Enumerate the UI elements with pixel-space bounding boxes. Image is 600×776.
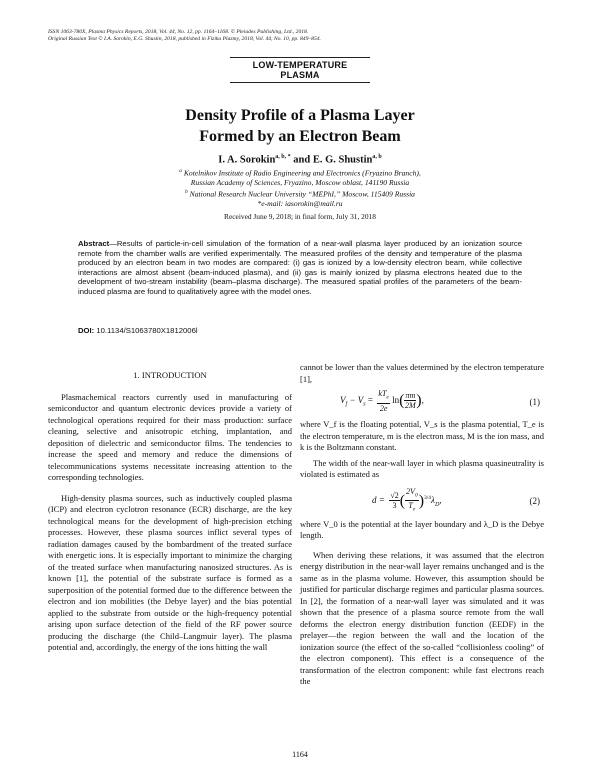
eq2-inner-denominator-sub: e (412, 506, 416, 513)
author-1-affiliation: a, b, * (275, 154, 291, 160)
body-paragraph-eq1-definitions: where V_f is the floating potential, V_s is the plasma potential, T_e is the electron temperature, m is the electron mass, M is the ion mass, and k is the Boltzmann constant. (300, 419, 544, 452)
eq1-denominator: 2e (379, 403, 388, 413)
header-line-2: Original Russian Text © I.A. Sorokin, E.G. Shustin, 2018, published in Fizika Plazmy, 2018, Vol. 44, No. 10, pp. 849–854. (48, 36, 321, 42)
section-label (0, 60, 600, 80)
header-line-1: ISSN 1063-780X, Plasma Physics Reports, 2018, Vol. 44, No. 12, pp. 1164–1168. © Pleiades Publishing, Ltd., 2018. (48, 29, 309, 35)
received-dates: Received June 9, 2018; in final form, July 31, 2018 (224, 212, 376, 221)
eq2-lhs: d = (372, 494, 388, 505)
section-rule-top (230, 57, 370, 58)
abstract (78, 239, 522, 296)
author-2-affiliation: a, b (372, 154, 382, 160)
section-heading-introduction: 1. INTRODUCTION (133, 370, 207, 380)
intro-paragraph-2: High-density plasma sources, such as inductively coupled plasma (ICP) and electron cyclotron resonance (ECR) discharge, are the key technological means for the development of high-precision etching processes. However, these plasma sources inflict several types of radiation damages caused by the bombardment of the treated surface with energetic ions. It is especially important to minimize the charging of the treated surface when manufacturing nanosized structures. As is known [1], the potential of the substrate surface is formed as a superposition of the potential formed due to the difference between the electron and ion mobilities (the Debye layer) and the bias potential applied to the substrate from outside or the high-frequency potential arising upon surface detection of the field of the RF power source producing the discharge (the Child–Langmuir layer). The plasma potential and, accordingly, the energy of the ions hitting the wall (48, 492, 292, 652)
right-column (300, 362, 544, 688)
abstract-label: Abstract (78, 239, 110, 248)
body-paragraph-continued: cannot be lower than the values determined by the electron temperature [1], (300, 362, 544, 384)
eq1-inner-fraction (404, 391, 416, 410)
title-line-1: Density Profile of a Plasma Layer (185, 107, 415, 124)
eq1-vs-sub: s (363, 401, 366, 408)
eq2-numerator: √2 (390, 491, 399, 501)
intro-paragraph-1: Plasmachemical reactors currently used in manufacturing of semiconductor and quantum electronic devices provide a variety of technological operations required for their mass production: surface cleaning, selective and anisotropic etching, implantation, and deposition of dielectric and semiconductor films. The tendencies to increase the speed and memory and reduce the dimensions of telecommunications systems necessitate increasing attention to the corresponding technologies. (48, 391, 292, 482)
affiliation-a-marker: a (179, 168, 182, 174)
eq2-inner-denominator: T (408, 501, 413, 511)
affiliation-a-line-1 (0, 167, 600, 178)
title-line-2: Formed by an Electron Beam (199, 128, 401, 145)
affiliation-b (0, 188, 600, 199)
eq2-inner-numerator: 2V (406, 486, 415, 496)
affiliation-b-marker: b (185, 188, 188, 195)
equation-2-number: (2) (529, 495, 540, 506)
eq1-equals: = (365, 394, 376, 405)
doi-line (78, 326, 198, 335)
equation-2 (300, 487, 544, 517)
author-2: E. G. Shustin (312, 154, 373, 166)
page-number: 1164 (292, 750, 308, 759)
affiliation-b-text: National Research Nuclear University “MEPhI,” Moscow, 115409 Russia (189, 189, 415, 199)
affiliation-a-line-2: Russian Academy of Sciences, Fryazino, Moscow oblast, 141190 Russia (190, 178, 410, 188)
doi-label: DOI: (78, 326, 95, 335)
eq2-fraction (389, 491, 399, 510)
eq1-fraction (377, 389, 389, 413)
equation-2-body: d = $\frac{√2}{3}$ ( $\frac{2V_0}{T_e}$ )$^{3/4}\lambda_D$, (372, 486, 442, 513)
eq2-inner-fraction (405, 487, 419, 515)
eq2-debye: λ (431, 494, 435, 505)
eq1-vs: − V (347, 394, 364, 405)
journal-header (48, 29, 568, 43)
section-label-line-1: LOW-TEMPERATURE (252, 60, 348, 70)
affiliations (0, 167, 600, 208)
eq1-numerator: kT (378, 389, 387, 398)
eq1-inner-numerator: πm (405, 391, 416, 401)
eq1-vf-sub: f (345, 401, 348, 408)
eq2-exponent: 3/4 (424, 494, 432, 501)
left-column (48, 366, 292, 654)
equation-1 (300, 389, 544, 417)
eq2-inner-numerator-sub: 0 (414, 492, 418, 499)
eq1-numerator-sub: e (386, 394, 389, 401)
body-paragraph-derivation: When deriving these relations, it was assumed that the electron energy distribution in the near-wall layer remains unchanged and is the same as in the plasma volume. However, this assumption should be justified for particular discharge regimes and particular plasma sources. In [2], the formation of a near-wall layer was simulated and it was shown that the presence of a plasma source remote from the wall deforms the electron energy distribution function (EEDF) in the prelayer—the region between the wall and the location of the ionization source (the effect of the so-called “collisionless cooling” of the electron component). This effect is a consequence of the transformation of the electron component: while fast electrons reach the (300, 549, 544, 686)
body-paragraph-near-wall: The width of the near-wall layer in which plasma quasineutrality is violated is estimated as (300, 457, 544, 479)
abstract-text: —Results of particle-in-cell simulation of the formation of a near-wall plasma layer produced by an ionization source remote from the chamber walls are verified experimentally. The measured profiles of the density and temperature of the plasma produced by an electron beam in two modes are compared: (i) gas is ionized by a low-density electron beam, while collective interactions are almost absent (beam-induced plasma), and (ii) gas is mainly ionized by plasma electrons heated due to the development of two-stream instability (beam–plasma discharge). The measured spatial profiles of the parameters of the beam-induced plasma are found to qualitatively agree with the model ones. (78, 239, 522, 296)
eq1-vf: V (340, 394, 346, 405)
author-list (0, 151, 600, 167)
eq1-ln: ln (392, 394, 400, 405)
eq1-inner-denominator: 2M (405, 401, 416, 411)
eq2-debye-sub: D (434, 501, 440, 508)
section-label-line-2: PLASMA (280, 70, 320, 80)
eq2-denominator: 3 (392, 501, 397, 511)
contact-email: *e-mail: iasorokin@mail.ru (257, 198, 343, 208)
equation-1-number: (1) (529, 397, 540, 407)
author-1: I. A. Sorokin (218, 154, 276, 166)
equation-1-body: $V_f - V_s$ = $\frac{kT_e}{2e}$ ln( $\frac{\pi m}{2M}$ ), (340, 389, 424, 413)
body-paragraph-eq2-definitions: where V_0 is the potential at the layer boundary and λ_D is the Debye length. (300, 518, 544, 540)
doi-value: 10.1134/S1063780X1812006l (96, 326, 198, 335)
section-rule-bottom (230, 82, 370, 83)
author-conjunction: and (290, 154, 313, 166)
paper-title (0, 105, 600, 147)
affiliation-a-text-1: Kotelnikov Institute of Radio Engineering and Electronics (Fryazino Branch), (183, 168, 421, 178)
